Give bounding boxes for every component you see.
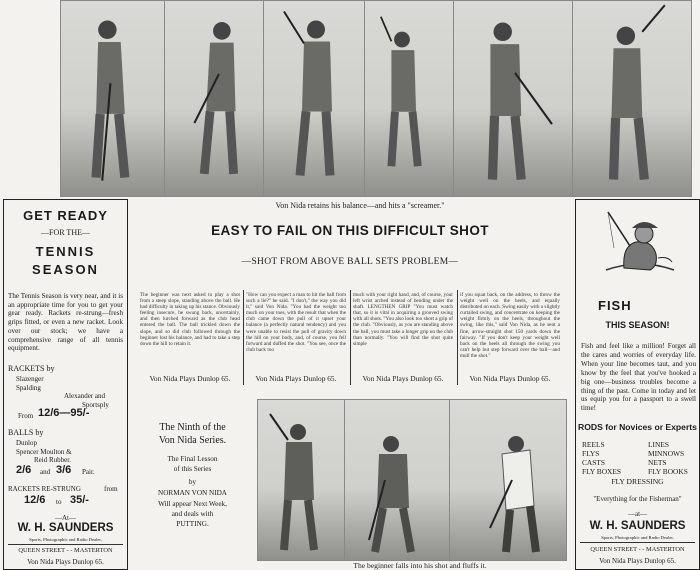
fish-list-right-1: LINES (648, 440, 669, 449)
swing-photo-2 (164, 0, 264, 197)
restrung-price-2: 35/- (70, 494, 89, 506)
series-next-2: and deals with (171, 510, 214, 518)
rackets-price: 12/6—95/- (38, 407, 90, 419)
tennis-shop-address: QUEEN STREET - - MASTERTON (18, 547, 113, 554)
beginner-photo-3 (449, 399, 567, 561)
article-column-4: if you squat back, on the address, to throw the weight well on the heels, and equally distributed on each. Swing easily with a slightly curtailed swing, and concentrate on keeping the weight firmly on the heels, throughout the swing, like this," said Von Nida, as he sent a fine, arrow-straight shot 150 yards down the fairway. "If you don't keep your weight well back on the heels all through the swing you can't help but step forward over the ball—and mull the shot." (460, 292, 560, 359)
tennis-heading-1: GET READY (23, 208, 108, 223)
fish-body: Fish and feel like a million! Forget all the cares and worries of everyday life. When your line becomes taut, and you know by the feel that you've hooked a big one—business troubles become a thing of the past. Come in today and let us equip you for a passport to a swell time! (581, 342, 696, 413)
tennis-body: The Tennis Season is very near, and it is an appropriate time for you to get your gear ready. Rackets re-strung—fresh grips fitted, or even a new racket. Look over our stock; we have a comprehensive range of all tennis equipment. (8, 292, 123, 353)
fisherman-illustration (602, 206, 678, 276)
balls-brand-2: Spencer Moulton & (16, 448, 72, 456)
fish-heading-2: THIS SEASON! (605, 320, 670, 330)
tennis-shop-rule (8, 544, 123, 545)
beginner-photo-2 (344, 399, 450, 561)
swing-photo-5 (453, 0, 573, 197)
article-footer-1: Von Nida Plays Dunlop 65. (149, 374, 231, 383)
tennis-heading-2: TENNIS (35, 244, 96, 259)
series-box (140, 412, 245, 542)
article-subhead: —SHOT FROM ABOVE BALL SETS PROBLEM— (241, 257, 459, 267)
swing-photo-1 (60, 0, 165, 197)
column-divider-2 (350, 290, 351, 385)
fish-shop-address: QUEEN STREET - - MASTERTON (590, 546, 685, 553)
top-photo-strip (60, 0, 690, 195)
series-lesson-1: The Final Lesson (167, 455, 218, 463)
beginner-photo-1 (257, 399, 345, 561)
fish-tagline: "Everything for the Fisherman" (593, 495, 682, 503)
fish-list-left-4: FLY BOXES (582, 467, 622, 476)
fish-list-left-3: CASTS (582, 458, 606, 467)
column-divider-3 (457, 290, 458, 385)
column-divider-1 (243, 290, 244, 385)
tennis-shop-desc: Sports, Photographic and Radio Dealer, (29, 537, 102, 542)
fish-list-left-1: REELS (582, 440, 605, 449)
fish-list-right-4: FLY BOOKS (648, 467, 688, 476)
balls-price-1: 2/6 (16, 464, 32, 476)
fish-heading-1: FISH (598, 298, 632, 313)
fish-shop-desc: Sports, Photographic and Radio Dealer, (601, 535, 674, 540)
rackets-title: RACKETS by (8, 364, 55, 373)
article-headline: EASY TO FAIL ON THIS DIFFICULT SHOT (211, 223, 489, 238)
series-title-1: The Ninth of the (159, 422, 226, 433)
tennis-ad (3, 199, 128, 570)
rods-title: RODS for Novices or Experts (578, 422, 697, 432)
tennis-at: —At— (55, 514, 76, 522)
series-title-2: Von Nida Series. (158, 435, 227, 446)
article-footer-4: Von Nida Plays Dunlop 65. (469, 374, 551, 383)
fish-list-left-2: FLYS (582, 449, 600, 458)
tennis-heading-3: SEASON (32, 262, 99, 277)
article-footer-3: Von Nida Plays Dunlop 65. (362, 374, 444, 383)
balls-price-2: 3/6 (56, 464, 72, 476)
top-caption: Von Nida retains his balance—and hits a "screamer." (275, 201, 445, 210)
series-next-1: Will appear Next Week, (158, 500, 227, 508)
tennis-shop-name: W. H. SAUNDERS (17, 522, 114, 534)
balls-pair: Pair. (82, 468, 95, 476)
series-author: NORMAN VON NIDA (158, 489, 227, 497)
bottom-caption: The beginner falls into his shot and fluffs it. (353, 561, 487, 570)
article-footer-2: Von Nida Plays Dunlop 65. (255, 374, 337, 383)
rackets-brand-4: Sportsply (82, 401, 109, 409)
series-next-3: PUTTING. (176, 520, 209, 528)
fish-ad (575, 199, 700, 570)
rackets-brand-1: Slazenger (16, 375, 44, 383)
fish-list-right-2: MINNOWS (648, 449, 685, 458)
swing-photo-6 (572, 0, 692, 197)
restrung-price-1: 12/6 (24, 494, 46, 506)
tennis-for-the: —FOR THE— (41, 228, 90, 237)
swing-photo-3 (263, 0, 365, 197)
fish-list-right-3: NETS (648, 458, 667, 467)
series-by: by (188, 478, 197, 486)
restrung-to: to (56, 498, 62, 506)
article-column-1: The beginner was next asked to play a shot from a steep slope, standing above the ball. He had difficulty in taking up his stance. Obviously feeling insecure, he swung back, uncertainly, and then lurched forward as the club head entered the ball. The ball trickled down the slope, and so did club followed through the beginner lost his balance, and had to take a step down the hill to retain it. (140, 292, 240, 347)
tennis-footer: Von Nida Plays Dunlop 65. (27, 558, 104, 566)
fish-shop-rule (580, 542, 695, 543)
restrung-title: RACKETS RE-STRUNG (8, 485, 81, 493)
fish-at: —at— (627, 510, 648, 518)
rackets-from: From (18, 412, 34, 420)
article-column-2: "How can you expect a man to hit the ball from such a lie?" he said. "I don't," the way you did it," said Von Nida. "You had the weight too much on your toes, with the result that when the club came down the pull of it upset your balance (a perfectly natural tendency) and you were unable to resist the pull of gravity down the hill on your body, and, of course, you fell forward and duffed the shot. "You see, once the club back too (246, 292, 346, 353)
rackets-brand-3: Alexander and (64, 392, 106, 400)
restrung-from: from (104, 485, 118, 493)
balls-and: and (40, 468, 51, 476)
article-column-3: much with your right hand, and, of course, your left wrist arched instead of bending under the shaft. LENGTHEN GRIP "You must watch that, so it is vital in acquiring a grooved swing with all shots. "You also look too short a grip of the club. "Obviously, as you are standing above the ball, you must take a longer grip on the club than normally. "You will find the shot quite simple (353, 292, 453, 347)
bottom-photo-strip (257, 399, 565, 559)
swing-photo-4 (364, 0, 454, 197)
fish-shop-name: W. H. SAUNDERS (589, 520, 686, 532)
fish-list-bottom: FLY DRESSING (611, 477, 664, 486)
rackets-brand-2: Spalding (16, 384, 41, 392)
balls-brand-3: Reid Rubber. (34, 456, 71, 464)
balls-title: BALLS by (8, 428, 44, 437)
balls-brand-1: Dunlop (16, 439, 37, 447)
fish-footer: Von Nida Plays Dunlop 65. (599, 557, 676, 565)
series-lesson-2: of this Series (173, 465, 212, 473)
